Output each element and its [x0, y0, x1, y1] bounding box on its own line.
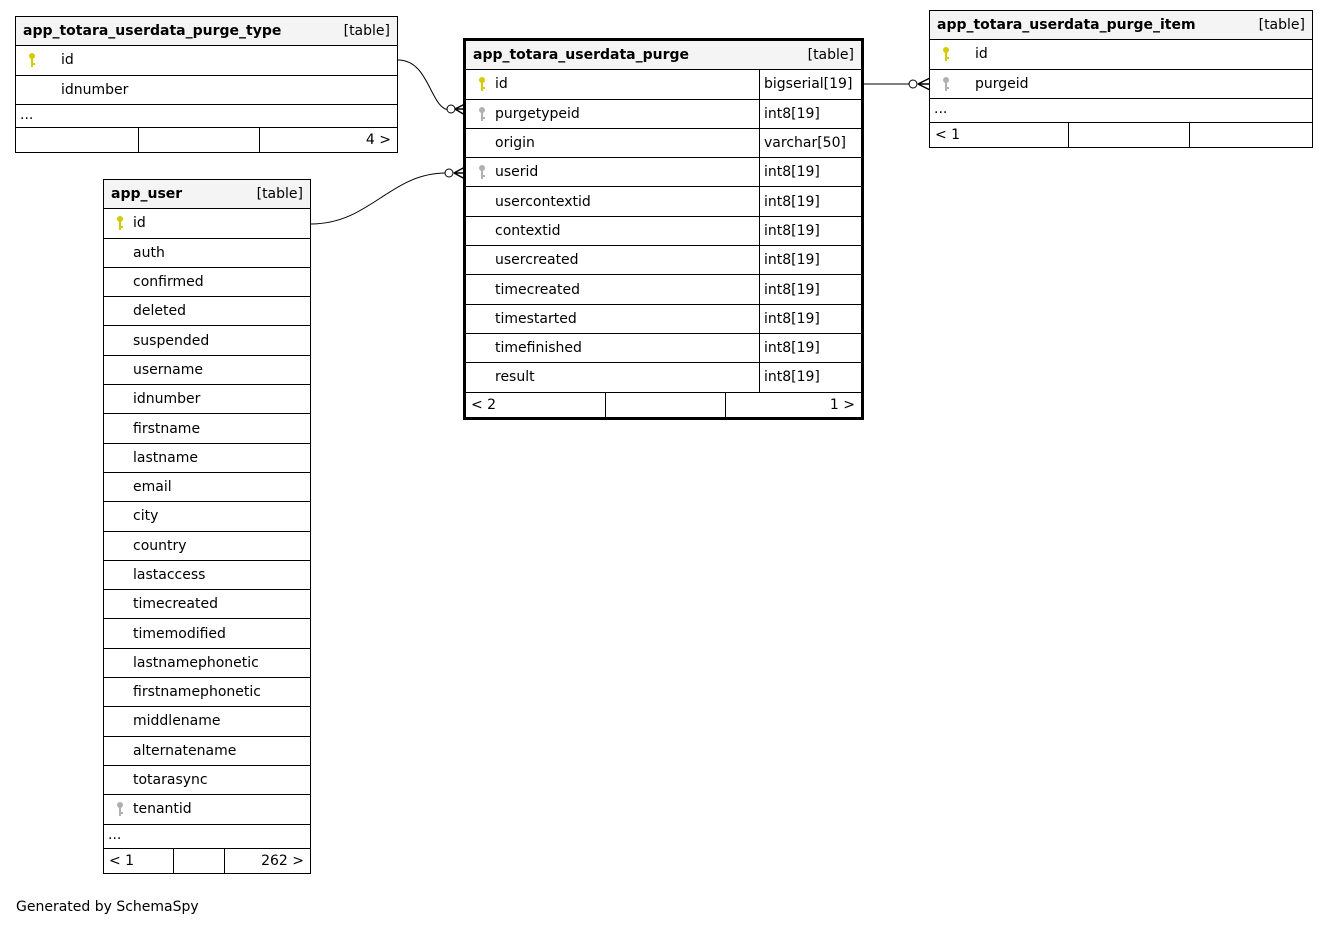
column-name: idnumber [133, 391, 201, 408]
table-row[interactable] [104, 209, 310, 238]
table-row[interactable] [104, 561, 310, 590]
column-name: result [495, 369, 535, 386]
column-name: middlename [133, 713, 221, 730]
table-header[interactable] [104, 180, 310, 209]
table-purge-item[interactable] [929, 10, 1313, 148]
table-row[interactable] [466, 129, 861, 158]
table-row[interactable] [466, 187, 861, 216]
more-columns-ellipsis[interactable]: ... [104, 825, 310, 849]
table-header[interactable] [16, 17, 397, 46]
table-name: app_user [111, 186, 183, 203]
column-type: int8[19] [759, 187, 861, 215]
column-type: int8[19] [759, 305, 861, 333]
column-name: firstname [133, 420, 201, 437]
table-row[interactable] [930, 40, 1312, 69]
column-name: deleted [133, 303, 186, 320]
relation-optional-marker [909, 80, 917, 88]
column-type: int8[19] [759, 100, 861, 128]
table-row[interactable] [466, 363, 861, 392]
column-type: bigserial[19] [759, 70, 861, 98]
table-row[interactable] [16, 76, 397, 105]
column-name: lastaccess [133, 567, 206, 583]
relation-user-edge [311, 173, 446, 224]
table-row[interactable] [104, 619, 310, 648]
column-name: firstnamephonetic [133, 684, 261, 701]
column-name: lastnamephonetic [133, 654, 259, 671]
table-kind: [table] [807, 47, 854, 64]
column-name: id [133, 215, 146, 232]
footer-left-count[interactable]: < 1 [104, 849, 174, 873]
generated-by-note: Generated by SchemaSpy [16, 899, 199, 915]
column-name: timestarted [495, 310, 577, 327]
table-row[interactable] [466, 246, 861, 275]
footer-right-count[interactable] [1190, 123, 1312, 147]
table-row[interactable] [104, 385, 310, 414]
table-row[interactable] [104, 707, 310, 736]
column-name: usercreated [495, 252, 579, 269]
column-name: origin [495, 135, 535, 152]
table-row[interactable] [930, 70, 1312, 99]
column-name: id [975, 46, 988, 63]
column-name: id [61, 52, 74, 69]
column-name: alternatename [133, 742, 237, 759]
column-type: varchar[50] [759, 129, 861, 157]
foreign-key-icon [468, 106, 495, 122]
table-row[interactable] [466, 70, 861, 99]
table-kind: [table] [256, 186, 303, 203]
foreign-key-icon [932, 76, 959, 92]
table-row[interactable] [104, 414, 310, 443]
footer-left-count[interactable]: < 2 [466, 393, 606, 417]
table-row[interactable] [104, 795, 310, 824]
table-header[interactable] [466, 41, 861, 70]
primary-key-icon [932, 46, 959, 62]
column-name: purgeid [975, 75, 1029, 92]
column-name: email [133, 479, 172, 496]
column-type: int8[19] [759, 217, 861, 245]
footer-right-count[interactable]: 4 > [365, 131, 391, 148]
column-type: int8[19] [759, 363, 861, 391]
primary-key-icon [18, 52, 45, 68]
relation-optional-marker [445, 169, 453, 177]
table-row[interactable] [104, 356, 310, 385]
table-row[interactable] [16, 46, 397, 75]
column-name: usercontextid [495, 193, 591, 210]
column-name: timemodified [133, 625, 226, 642]
table-row[interactable] [466, 158, 861, 187]
table-row[interactable] [104, 532, 310, 561]
table-row[interactable] [466, 217, 861, 246]
column-name: totarasync [133, 772, 208, 789]
table-footer [466, 393, 861, 417]
column-name: purgetypeid [495, 105, 580, 122]
footer-right-count[interactable]: 262 > [261, 852, 304, 869]
table-row[interactable] [104, 502, 310, 531]
table-row[interactable] [466, 305, 861, 334]
foreign-key-icon [468, 164, 495, 180]
table-row[interactable] [466, 334, 861, 363]
column-name: idnumber [61, 81, 129, 98]
column-name: lastname [133, 449, 198, 466]
column-name: username [133, 361, 203, 378]
column-type: int8[19] [759, 275, 861, 303]
primary-key-icon [106, 215, 133, 231]
more-columns-ellipsis[interactable]: ... [16, 105, 397, 128]
table-purge[interactable] [463, 38, 864, 420]
table-row[interactable] [104, 326, 310, 355]
column-name: city [133, 508, 159, 525]
column-type: int8[19] [759, 334, 861, 362]
column-name: timecreated [495, 281, 580, 298]
footer-left-count[interactable]: < 1 [930, 123, 1069, 147]
table-row[interactable] [104, 297, 310, 326]
column-type: int8[19] [759, 158, 861, 186]
table-row[interactable] [104, 678, 310, 707]
table-name: app_totara_userdata_purge [473, 47, 690, 64]
table-user[interactable] [103, 179, 311, 874]
relation-optional-marker [447, 105, 455, 113]
table-footer [16, 128, 397, 152]
table-row[interactable] [104, 473, 310, 502]
table-name: app_totara_userdata_purge_type [23, 23, 282, 40]
column-name: confirmed [133, 274, 204, 291]
table-row[interactable] [104, 590, 310, 619]
column-name: contextid [495, 222, 561, 239]
table-name: app_totara_userdata_purge_item [937, 17, 1196, 34]
table-kind: [table] [343, 23, 390, 40]
foreign-key-icon [106, 801, 133, 817]
more-columns-ellipsis[interactable]: ... [930, 99, 1312, 123]
column-name: userid [495, 164, 539, 181]
column-name: timefinished [495, 340, 582, 357]
table-row[interactable] [466, 100, 861, 129]
relation-purgetype-edge [398, 60, 450, 110]
table-row[interactable] [466, 275, 861, 304]
column-name: auth [133, 244, 165, 261]
column-name: id [495, 76, 508, 93]
footer-left-count[interactable] [16, 128, 139, 152]
table-row[interactable] [104, 239, 310, 268]
table-row[interactable] [104, 444, 310, 473]
column-name: country [133, 537, 187, 554]
column-type: int8[19] [759, 246, 861, 274]
table-kind: [table] [1258, 17, 1305, 34]
table-purge-type[interactable] [15, 16, 398, 153]
table-footer [930, 123, 1312, 147]
table-footer [104, 849, 310, 873]
column-name: tenantid [133, 801, 192, 818]
footer-right-count[interactable]: 1 > [829, 396, 855, 413]
table-row[interactable] [104, 737, 310, 766]
column-name: suspended [133, 332, 210, 349]
primary-key-icon [468, 76, 495, 92]
table-row[interactable] [104, 649, 310, 678]
column-name: timecreated [133, 596, 218, 613]
table-header[interactable] [930, 11, 1312, 40]
table-row[interactable] [104, 268, 310, 297]
table-row[interactable] [104, 766, 310, 795]
